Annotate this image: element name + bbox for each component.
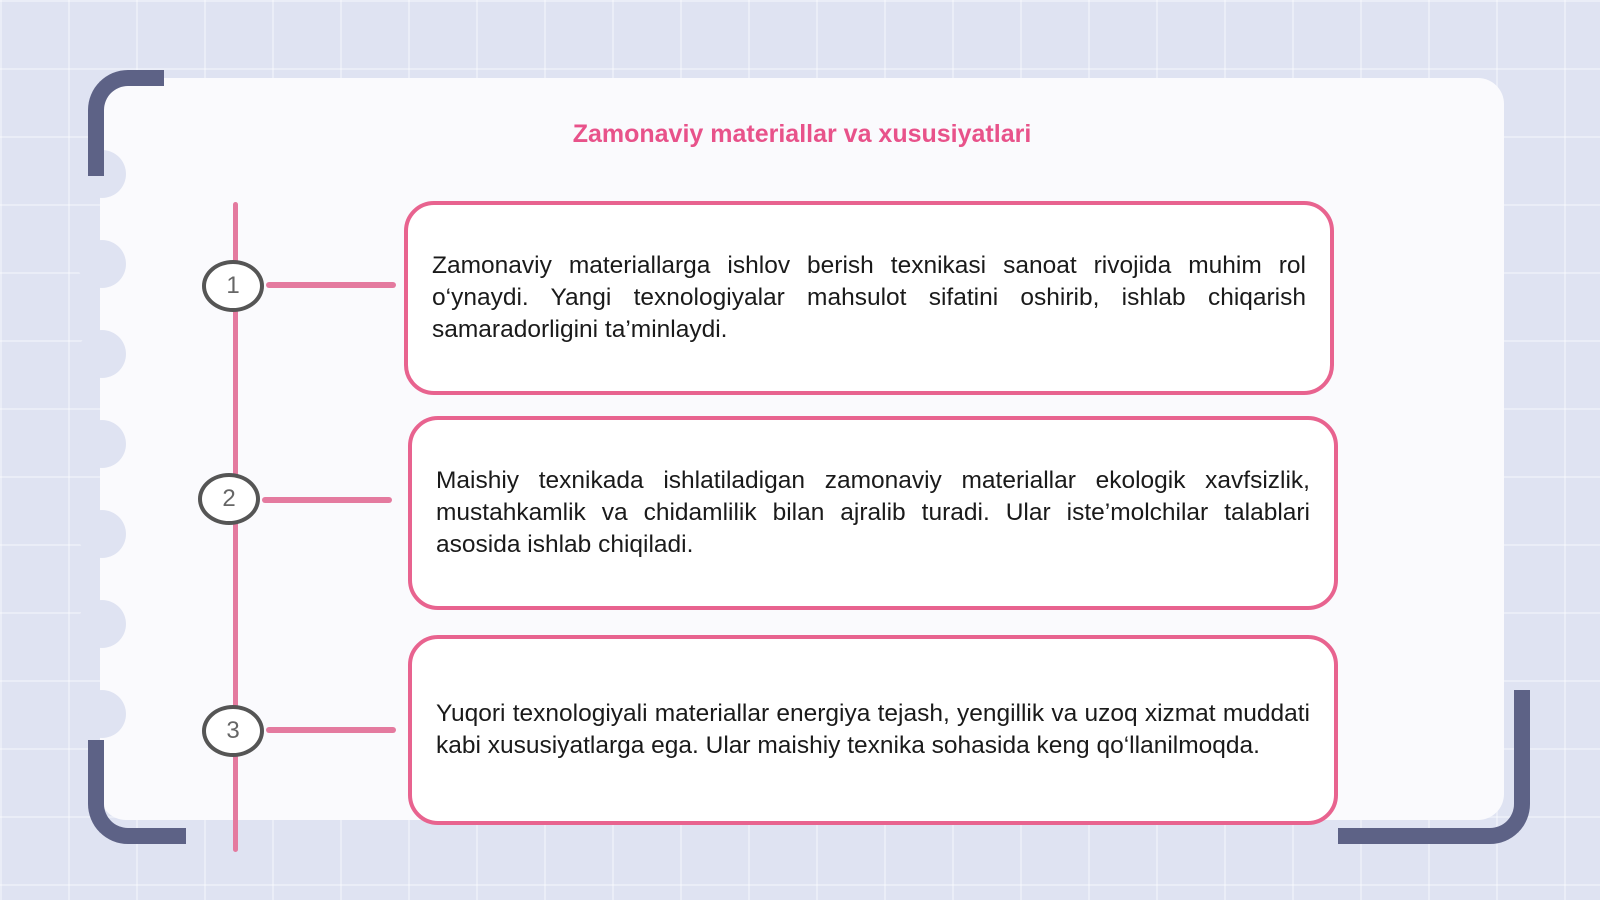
corner-bracket-bottom-right <box>1338 690 1530 844</box>
content-card-2 <box>408 416 1338 610</box>
binder-notch <box>78 510 126 558</box>
binder-notch <box>78 240 126 288</box>
step-number: 3 <box>226 717 240 744</box>
step-marker-1 <box>202 260 264 312</box>
timeline-connector <box>266 282 396 288</box>
binder-notch <box>78 420 126 468</box>
card-text: Yuqori texnologiyali materiallar energiya tejash, yengillik va uzoq xizmat muddati kabi xususiyatlarga ega. Ular maishiy texnika sohasida keng qo‘llanilmoqda. <box>436 700 1310 759</box>
content-card-3 <box>408 635 1338 825</box>
step-number: 2 <box>222 485 236 512</box>
card-text: Maishiy texnikada ishlatiladigan zamonaviy materiallar ekologik xavfsizlik, mustahkamlik va chidamlilik bilan ajralib turadi. Ular iste’molchilar talablari asosida ishlab chiqiladi. <box>436 467 1310 558</box>
step-number: 1 <box>226 272 240 299</box>
card-text: Zamonaviy materiallarga ishlov berish texnikasi sanoat rivojida muhim rol o‘ynaydi. Yangi texnologiyalar mahsulot sifatini oshirib, ishlab chiqarish samaradorligini ta’minlaydi. <box>432 252 1306 343</box>
corner-bracket-bottom-left <box>88 740 186 844</box>
step-marker-3 <box>202 705 264 757</box>
content-card-1 <box>404 201 1334 395</box>
binder-notch <box>78 600 126 648</box>
step-marker-2 <box>198 473 260 525</box>
timeline-connector <box>262 497 392 503</box>
binder-notch <box>78 690 126 738</box>
binder-notch <box>78 330 126 378</box>
slide-title: Zamonaviy materiallar va xususiyatlari <box>572 120 1032 148</box>
timeline-connector <box>266 727 396 733</box>
